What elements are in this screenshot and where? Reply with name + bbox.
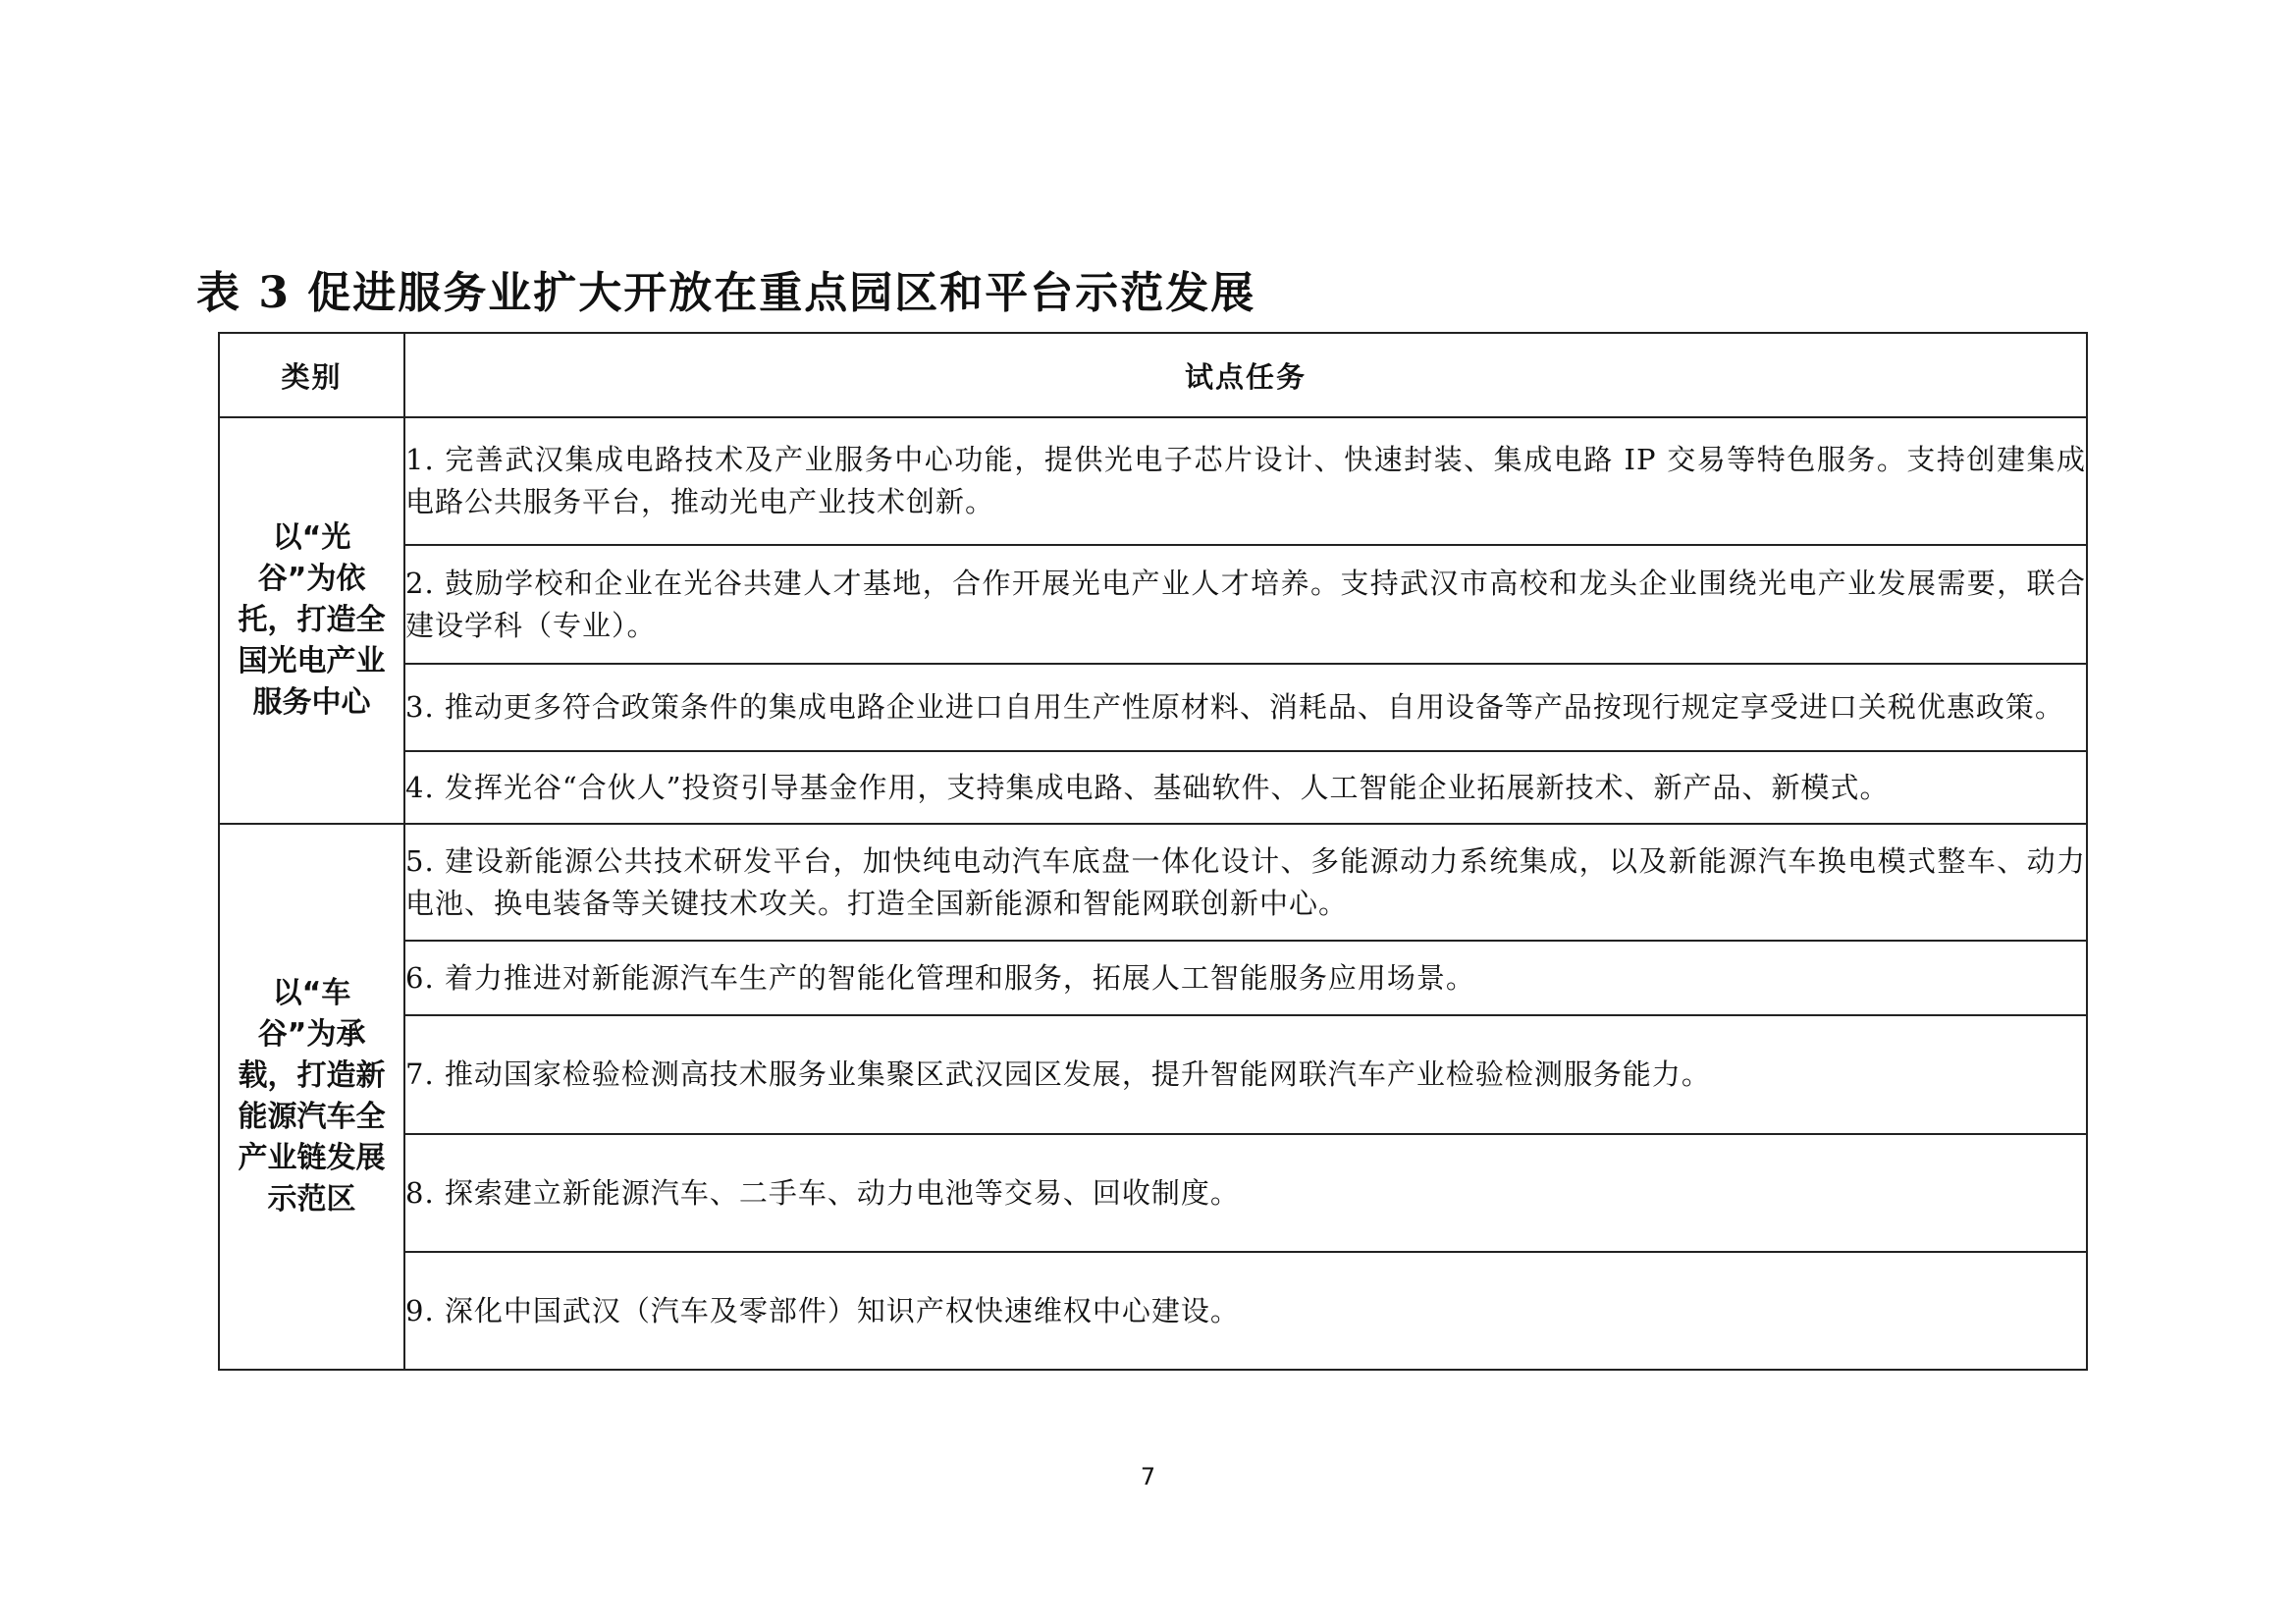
table-row bbox=[219, 1134, 2087, 1252]
table-row bbox=[219, 664, 2087, 751]
task-item-2: 2. 鼓励学校和企业在光谷共建人才基地，合作开展光电产业人才培养。支持武汉市高校和龙头企业围绕光电产业发展需要，联合建设学科（专业）。 bbox=[404, 545, 2087, 664]
page-title: 表 3 促进服务业扩大开放在重点园区和平台示范发展 bbox=[196, 268, 1256, 318]
table-row bbox=[219, 751, 2087, 824]
table-row bbox=[219, 824, 2087, 941]
pilot-task-table bbox=[218, 332, 2088, 1371]
table-row bbox=[219, 545, 2087, 664]
table-row bbox=[219, 417, 2087, 545]
category-auto-valley: 以“车谷”为承载，打造新能源汽车全产业链发展示范区 bbox=[219, 824, 404, 1370]
task-item-1: 1. 完善武汉集成电路技术及产业服务中心功能，提供光电子芯片设计、快速封装、集成电路 IP 交易等特色服务。支持创建集成电路公共服务平台，推动光电产业技术创新。 bbox=[404, 417, 2087, 545]
task-item-6: 6. 着力推进对新能源汽车生产的智能化管理和服务，拓展人工智能服务应用场景。 bbox=[404, 941, 2087, 1015]
task-item-3: 3. 推动更多符合政策条件的集成电路企业进口自用生产性原材料、消耗品、自用设备等产品按现行规定享受进口关税优惠政策。 bbox=[404, 664, 2087, 751]
task-item-8: 8. 探索建立新能源汽车、二手车、动力电池等交易、回收制度。 bbox=[404, 1134, 2087, 1252]
task-item-4: 4. 发挥光谷“合伙人”投资引导基金作用，支持集成电路、基础软件、人工智能企业拓展新技术、新产品、新模式。 bbox=[404, 751, 2087, 824]
table-row bbox=[219, 1015, 2087, 1134]
header-task: 试点任务 bbox=[404, 333, 2087, 417]
table-row bbox=[219, 941, 2087, 1015]
task-item-7: 7. 推动国家检验检测高技术服务业集聚区武汉园区发展，提升智能网联汽车产业检验检测服务能力。 bbox=[404, 1015, 2087, 1134]
table-header-row bbox=[219, 333, 2087, 417]
task-item-9: 9. 深化中国武汉（汽车及零部件）知识产权快速维权中心建设。 bbox=[404, 1252, 2087, 1370]
category-optics-valley: 以“光谷”为依托，打造全国光电产业服务中心 bbox=[219, 417, 404, 824]
task-item-5: 5. 建设新能源公共技术研发平台，加快纯电动汽车底盘一体化设计、多能源动力系统集成，以及新能源汽车换电模式整车、动力电池、换电装备等关键技术攻关。打造全国新能源和智能网联创新中心。 bbox=[404, 824, 2087, 941]
header-category: 类别 bbox=[219, 333, 404, 417]
page-number: 7 bbox=[1140, 1463, 1156, 1490]
table-row bbox=[219, 1252, 2087, 1370]
